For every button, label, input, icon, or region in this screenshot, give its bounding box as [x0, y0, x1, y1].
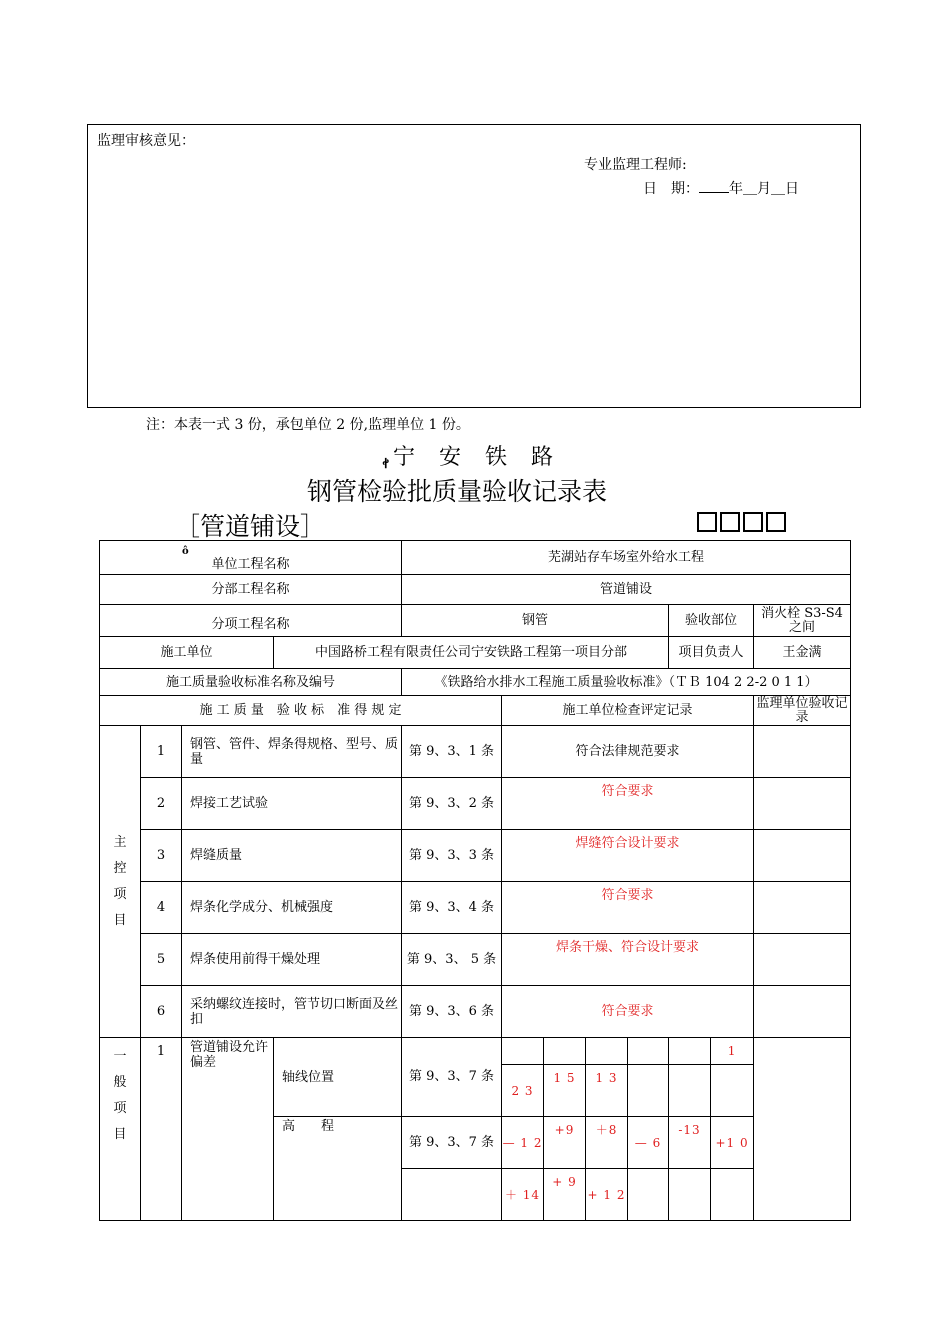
- document-subtitle: ［管道铺设］: [175, 512, 326, 541]
- date-label-text: 日 期：: [643, 181, 699, 197]
- item-result: 符合要求: [502, 778, 754, 830]
- org-name: 宁 安 铁 路: [393, 445, 555, 470]
- item-clause: 第 9、3、2 条: [402, 778, 502, 830]
- item-no: 6: [141, 986, 182, 1038]
- unit-project-value: 芜湖站存车场室外给水工程: [402, 541, 851, 575]
- deviation-value: 1: [711, 1038, 754, 1065]
- deviation-value: [669, 1169, 711, 1221]
- code-box: [743, 512, 763, 532]
- item-result: 焊条干燥、符合设计要求: [502, 934, 754, 986]
- deviation-value: +1 0: [711, 1117, 754, 1169]
- date-year-blank: [699, 180, 729, 193]
- elevation-clause-empty: [402, 1169, 502, 1221]
- general-supervision: [754, 1038, 851, 1221]
- unit-project-mark: ô: [182, 546, 189, 557]
- item-supervision: [754, 726, 851, 778]
- standard-label: 施工质量验收标准名称及编号: [100, 669, 402, 696]
- main-control-row: [100, 986, 851, 1038]
- rules-column-header: 施 工 质 量 验 收 标 准 得 规 定: [100, 696, 502, 726]
- item-no: 2: [141, 778, 182, 830]
- axis-position-label: 轴线位置: [274, 1038, 402, 1117]
- deviation-value: 2 3: [502, 1065, 544, 1117]
- project-lead-label: 项目负责人: [669, 637, 754, 669]
- item-no: 1: [141, 726, 182, 778]
- supervision-column-header: 监理单位验收记录: [754, 696, 851, 726]
- general-label-text: 一般项目: [113, 1049, 127, 1142]
- item-name: 焊缝质量: [182, 830, 402, 882]
- item-no: 5: [141, 934, 182, 986]
- deviation-value: ＋ 14: [502, 1169, 544, 1221]
- sub-project-value: 管道铺设: [402, 575, 851, 605]
- item-name: 焊条化学成分、机械强度: [182, 882, 402, 934]
- deviation-value: [711, 1169, 754, 1221]
- main-control-row: [100, 934, 851, 986]
- date-suffix-text: 年＿月＿日: [729, 181, 799, 197]
- code-box: [697, 512, 717, 532]
- item-clause: 第 9、3、 5 条: [402, 934, 502, 986]
- supervisor-review-box: [87, 124, 861, 408]
- deviation-value: [669, 1038, 711, 1065]
- main-control-row: [100, 830, 851, 882]
- main-control-label-text: 主控项目: [113, 834, 127, 928]
- code-box: [720, 512, 740, 532]
- construction-unit-value: 中国路桥工程有限责任公司宁安铁路工程第一项目分部: [274, 637, 669, 669]
- deviation-value: [544, 1038, 586, 1065]
- deviation-value: — 1 2: [502, 1117, 544, 1169]
- axis-position-clause: 第 9、3、7 条: [402, 1038, 502, 1117]
- info-row-standard: [100, 669, 851, 696]
- info-row-item-project: [100, 605, 851, 637]
- standard-value: 《铁路给水排水工程施工质量验收标准》（ＴＢ 104 2 2-2 0 1 1）: [402, 669, 851, 696]
- main-control-row: [100, 726, 851, 778]
- inspection-part-value: 消火栓 S3-S4 之间: [754, 605, 851, 637]
- general-label: [100, 1038, 141, 1221]
- item-clause: 第 9、3、1 条: [402, 726, 502, 778]
- item-result: 符合要求: [502, 986, 754, 1038]
- unit-project-label-cell: [100, 541, 402, 575]
- deviation-value: [586, 1038, 628, 1065]
- item-result: 焊缝符合设计要求: [502, 830, 754, 882]
- main-control-row: [100, 778, 851, 830]
- main-control-row: [100, 882, 851, 934]
- quality-record-table: [99, 540, 851, 1221]
- item-name: 采纳螺纹连接时，管节切口断面及丝扣: [182, 986, 402, 1038]
- item-name: 焊条使用前得干燥处理: [182, 934, 402, 986]
- column-header-row: [100, 696, 851, 726]
- item-no: 3: [141, 830, 182, 882]
- item-supervision: [754, 830, 851, 882]
- general-item-name: 管道铺设允许偏差: [182, 1038, 274, 1221]
- info-row-sub-project: [100, 575, 851, 605]
- org-mark: ꬷ: [383, 457, 389, 472]
- deviation-value: + 1 2: [586, 1169, 628, 1221]
- check-record-column-header: 施工单位检查评定记录: [502, 696, 754, 726]
- copies-note: 注：本表一式 3 份，承包单位 2 份,监理单位 1 份。: [146, 417, 470, 433]
- code-box: [766, 512, 786, 532]
- elevation-label: 高 程: [274, 1117, 402, 1221]
- deviation-value: [628, 1038, 669, 1065]
- deviation-value: [669, 1065, 711, 1117]
- document-title: 钢管检验批质量验收记录表: [307, 477, 608, 506]
- construction-unit-label: 施工单位: [100, 637, 274, 669]
- code-boxes: [694, 512, 786, 536]
- item-clause: 第 9、3、3 条: [402, 830, 502, 882]
- item-supervision: [754, 778, 851, 830]
- deviation-value: [711, 1065, 754, 1117]
- deviation-value: — 6: [628, 1117, 669, 1169]
- deviation-value: [628, 1169, 669, 1221]
- main-control-label: [100, 726, 141, 1038]
- item-supervision: [754, 882, 851, 934]
- supervisor-opinion-label: 监理审核意见：: [97, 133, 195, 149]
- project-lead-value: 王金满: [754, 637, 851, 669]
- item-name: 钢管、管件、焊条得规格、型号、质量: [182, 726, 402, 778]
- item-result: 符合法律规范要求: [502, 726, 754, 778]
- sub-project-label: 分部工程名称: [100, 575, 402, 605]
- unit-project-label: 单位工程名称: [211, 557, 290, 572]
- inspection-part-label: 验收部位: [669, 605, 754, 637]
- deviation-value: + 9: [544, 1169, 586, 1221]
- item-project-value: 钢管: [402, 605, 669, 637]
- deviation-value: [628, 1065, 669, 1117]
- deviation-value: 1 5: [544, 1065, 586, 1117]
- item-no: 4: [141, 882, 182, 934]
- deviation-value: +9: [544, 1117, 586, 1169]
- item-supervision: [754, 986, 851, 1038]
- general-item-no: 1: [141, 1038, 182, 1221]
- item-name: 焊接工艺试验: [182, 778, 402, 830]
- item-clause: 第 9、3、6 条: [402, 986, 502, 1038]
- info-row-unit-project: [100, 541, 851, 575]
- item-result: 符合要求: [502, 882, 754, 934]
- info-row-construction-unit: [100, 637, 851, 669]
- item-supervision: [754, 934, 851, 986]
- item-clause: 第 9、3、4 条: [402, 882, 502, 934]
- deviation-value: -13: [669, 1117, 711, 1169]
- general-row: [100, 1038, 851, 1065]
- deviation-value: ＋8: [586, 1117, 628, 1169]
- item-project-label: 分项工程名称: [100, 605, 402, 637]
- deviation-value: [502, 1038, 544, 1065]
- supervisor-engineer-label: 专业监理工程师:: [584, 157, 687, 173]
- supervisor-date-label: [643, 178, 799, 198]
- elevation-clause: 第 9、3、7 条: [402, 1117, 502, 1169]
- deviation-value: 1 3: [586, 1065, 628, 1117]
